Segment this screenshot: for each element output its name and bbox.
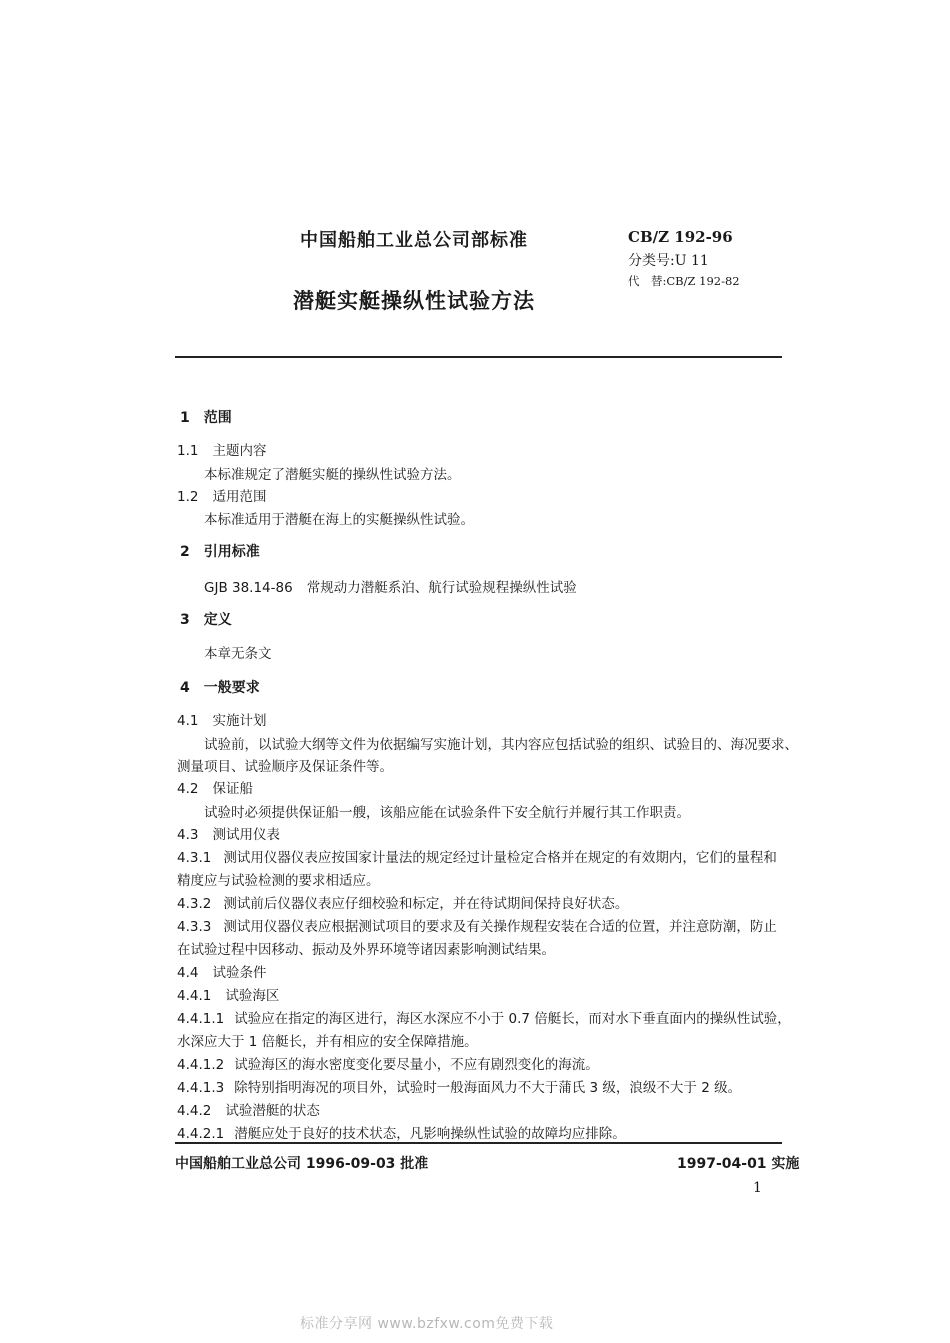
- approval-statement: 中国船舶工业总公司 1996-09-03 批准: [175, 1156, 429, 1172]
- section-number: 4.4.2.1: [177, 1126, 225, 1142]
- section-4-3-2: [177, 894, 628, 914]
- section-1-2-heading: [177, 487, 266, 507]
- standard-code: CB/Z 192-96: [628, 228, 733, 246]
- section-title: 试验条件: [212, 965, 267, 981]
- section-4-4-heading: [177, 963, 266, 983]
- section-number: 4.1: [177, 713, 199, 729]
- section-title: 保证船: [212, 781, 253, 797]
- section-number: 1.1: [177, 443, 199, 459]
- section-4-1-heading: [177, 711, 266, 731]
- section-body: 测试用仪器仪表应按国家计量法的规定经过计量检定合格并在规定的有效期内，它们的量程和: [223, 850, 777, 866]
- section-4-1-body-line-2: 测量项目、试验顺序及保证条件等。: [177, 759, 393, 775]
- section-4-4-2-heading: [177, 1101, 320, 1121]
- section-title: 一般要求: [203, 680, 260, 696]
- section-number: 4.3: [177, 827, 199, 843]
- section-number: 4: [180, 680, 190, 696]
- document-title: 潜艇实艇操纵性试验方法: [293, 289, 535, 313]
- header-divider: [175, 356, 782, 358]
- section-title: 试验潜艇的状态: [225, 1103, 320, 1119]
- section-4-4-1-1: [177, 1009, 791, 1029]
- page-number: 1: [753, 1180, 762, 1196]
- section-4-2-body: 试验时必须提供保证船一艘，该船应能在试验条件下安全航行并履行其工作职责。: [204, 805, 690, 821]
- section-number: 4.3.2: [177, 896, 212, 912]
- section-number: 4.3.1: [177, 850, 212, 866]
- section-number: 4.4.1: [177, 988, 212, 1004]
- source-watermark: 标准分享网 www.bzfxw.com免费下载: [300, 1316, 554, 1332]
- section-4-3-1-line-2: 精度应与试验检测的要求相适应。: [177, 873, 380, 889]
- classification-number: 分类号:U 11: [628, 253, 709, 269]
- reference-title: 常规动力潜艇系泊、航行试验规程操纵性试验: [306, 580, 577, 596]
- section-1-1-body: 本标准规定了潜艇实艇的操纵性试验方法。: [204, 467, 461, 483]
- section-4-heading: [180, 678, 260, 698]
- section-body: 测试用仪器仪表应根据测试项目的要求及有关操作规程安装在合适的位置，并注意防潮，防止: [223, 919, 777, 935]
- section-3-body: 本章无条文: [204, 646, 272, 662]
- section-number: 4.4.1.2: [177, 1057, 225, 1073]
- section-3-heading: [180, 610, 232, 630]
- section-title: 适用范围: [212, 489, 267, 505]
- section-body: 潜艇应处于良好的技术状态，凡影响操纵性试验的故障均应排除。: [234, 1126, 626, 1142]
- section-4-3-3-line-2: 在试验过程中因移动、振动及外界环境等诸因素影响测试结果。: [177, 942, 555, 958]
- section-title: 引用标准: [203, 544, 260, 560]
- section-title: 测试用仪表: [212, 827, 280, 843]
- section-body: 试验应在指定的海区进行，海区水深应不小于 0.7 倍艇长，而对水下垂直面内的操纵性试验，: [234, 1011, 791, 1027]
- section-1-1-heading: [177, 441, 266, 461]
- section-4-3-heading: [177, 825, 280, 845]
- section-number: 4.4.2: [177, 1103, 212, 1119]
- replaces-standard: 代 替:CB/Z 192-82: [628, 274, 740, 288]
- section-4-1-body-line-1: 试验前，以试验大纲等文件为依据编写实施计划，其内容应包括试验的组织、试验目的、海况要求、: [204, 737, 798, 753]
- section-4-4-1-heading: [177, 986, 279, 1006]
- issuing-organization: 中国船舶工业总公司部标准: [300, 230, 528, 251]
- referenced-standard: [204, 578, 577, 598]
- section-number: 4.4: [177, 965, 199, 981]
- section-body: 除特别指明海况的项目外，试验时一般海面风力不大于蒲氏 3 级，浪级不大于 2 级。: [234, 1080, 742, 1096]
- section-number: 4.2: [177, 781, 199, 797]
- section-number: 4.4.1.1: [177, 1011, 225, 1027]
- section-2-heading: [180, 542, 260, 562]
- section-number: 2: [180, 544, 190, 560]
- section-body: 测试前后仪器仪表应仔细校验和标定，并在待试期间保持良好状态。: [223, 896, 629, 912]
- section-number: 4.3.3: [177, 919, 212, 935]
- section-4-4-2-1: [177, 1124, 626, 1144]
- section-4-3-3: [177, 917, 777, 937]
- section-4-3-1: [177, 848, 777, 868]
- section-title: 实施计划: [212, 713, 267, 729]
- section-title: 范围: [203, 410, 232, 426]
- section-title: 定义: [203, 612, 232, 628]
- section-1-2-body: 本标准适用于潜艇在海上的实艇操纵性试验。: [204, 512, 474, 528]
- section-4-4-1-2: [177, 1055, 599, 1075]
- section-number: 4.4.1.3: [177, 1080, 225, 1096]
- section-title: 主题内容: [212, 443, 267, 459]
- section-number: 3: [180, 612, 190, 628]
- reference-code: GJB 38.14-86: [204, 580, 293, 596]
- section-1-heading: [180, 408, 232, 428]
- section-4-2-heading: [177, 779, 253, 799]
- section-number: 1.2: [177, 489, 199, 505]
- section-4-4-1-1-line-2: 水深应大于 1 倍艇长，并有相应的安全保障措施。: [177, 1034, 478, 1050]
- section-4-4-1-3: [177, 1078, 741, 1098]
- section-title: 试验海区: [225, 988, 280, 1004]
- section-number: 1: [180, 410, 190, 426]
- footer-divider: [175, 1142, 782, 1144]
- effective-date: 1997-04-01 实施: [677, 1156, 800, 1172]
- section-body: 试验海区的海水密度变化要尽量小，不应有剧烈变化的海流。: [234, 1057, 599, 1073]
